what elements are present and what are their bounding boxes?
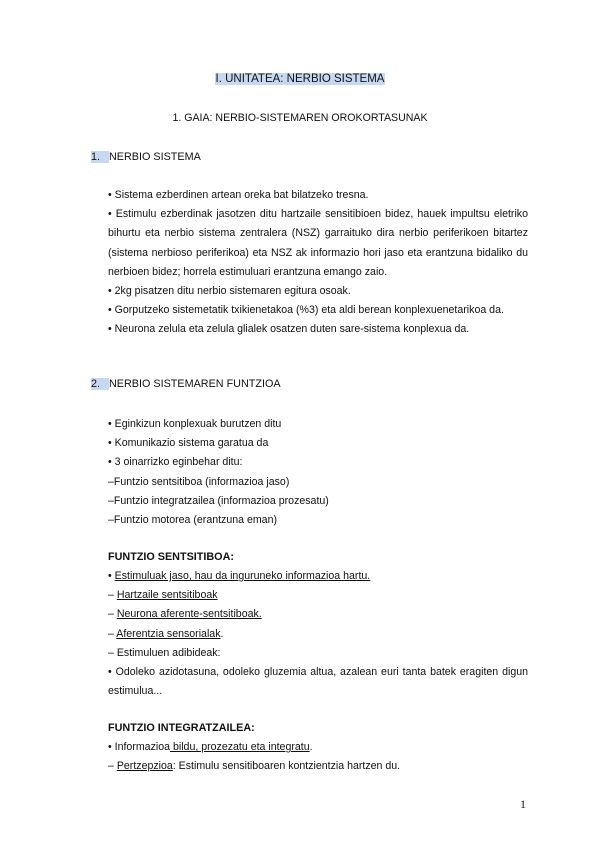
integratzailea-heading: FUNTZIO INTEGRATZAILEA:: [108, 722, 255, 734]
list-item: • Informazioa bildu, prozezatu eta integratu.: [108, 741, 313, 753]
list-item: • Gorputzeko sistemetatik txikienetakoa (%3) eta aldi berean konplexuenetarikoa da.: [108, 304, 504, 317]
list-item: • Estimuluak jaso, hau da inguruneko informazioa hartu.: [108, 570, 371, 582]
list-item: • 2kg pisatzen ditu nerbio sistemaren egitura osoak.: [108, 285, 351, 298]
page-title: I. UNITATEA: NERBIO SISTEMA: [215, 73, 385, 85]
section-2-heading: [91, 378, 281, 390]
section-1-bullets: [108, 186, 528, 340]
list-item: • Komunikazio sistema garatua da: [108, 437, 269, 450]
list-item: • Estimulu ezberdinak jasotzen ditu hartzaile sensitibioen bidez, hauek impultsu eletriko bihurtu eta nerbio sistema zentralera (NSZ) garraituko dira nerbio periferikoen bitartez (sistema nerbioso periferikoa) eta NSZ ak informazio hori jaso eta erantzuna bidaliko du nerbioen bidez; horrela estimuluari erantzuna emango zaio.: [108, 208, 528, 278]
page-number: 1: [520, 797, 526, 811]
list-item: –Funtzio motorea (erantzuna eman): [108, 514, 277, 527]
list-item: • Neurona zelula eta zelula glialek osatzen duten sare-sistema konplexua da.: [108, 323, 470, 336]
list-item: • 3 oinarrizko eginbehar ditu:: [108, 456, 243, 469]
section-2-list: [108, 415, 528, 530]
subtitle: 1. GAIA: NERBIO-SISTEMAREN OROKORTASUNAK: [172, 112, 428, 124]
list-item: – Neurona aferente-sentsitiboak.: [108, 608, 262, 621]
list-item: – Estimuluen adibideak:: [108, 646, 221, 659]
integratzailea-list: [108, 738, 528, 776]
list-item: –Funtzio sentsitiboa (informazioa jaso): [108, 475, 290, 488]
sentsitiboa-heading: FUNTZIO SENTSITIBOA:: [108, 551, 234, 563]
list-item: – Hartzaile sentsitiboak: [108, 589, 218, 602]
section-1-title: NERBIO SISTEMA: [109, 151, 201, 163]
section-1-heading: [91, 151, 201, 163]
list-item: –Funtzio integratzailea (informazioa prozesatu): [108, 494, 329, 507]
list-item: • Sistema ezberdinen artean oreka bat bilatzeko tresna.: [108, 189, 369, 201]
list-item: – Aferentzia sensorialak.: [108, 627, 224, 640]
section-2-number: 2.: [91, 378, 109, 390]
sentsitiboa-list: [108, 567, 528, 701]
list-item: • Eginkizun konplexuak burutzen ditu: [108, 418, 282, 430]
list-item: • Odoleko azidotasuna, odoleko gluzemia altua, azalean euri tanta batek eragiten digun estimulua...: [108, 666, 528, 698]
list-item: – Pertzepzioa: Estimulu sensitiboaren kontzientzia hartzen du.: [108, 760, 401, 773]
section-1-number: 1.: [91, 151, 109, 163]
section-2-title: NERBIO SISTEMAREN FUNTZIOA: [109, 378, 281, 390]
